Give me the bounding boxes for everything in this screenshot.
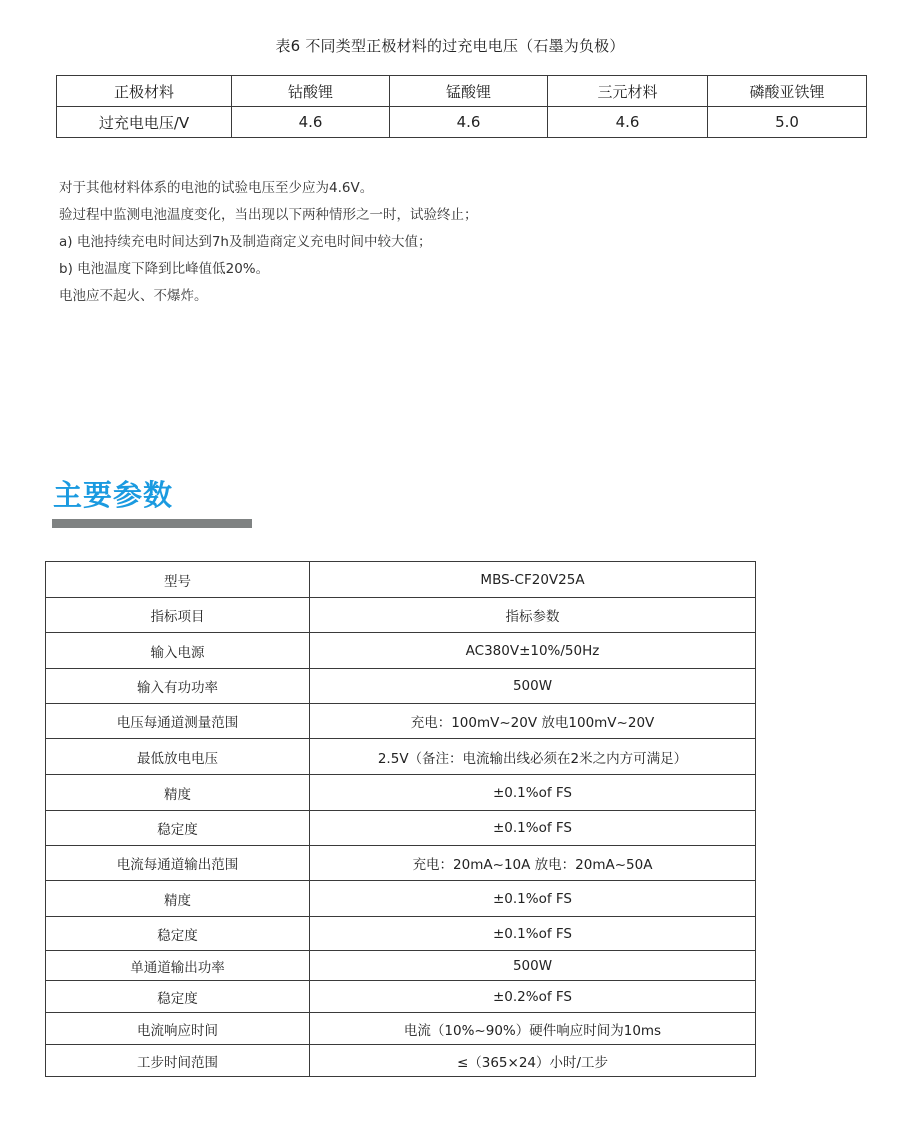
table6-caption: 表6 不同类型正极材料的过充电电压（石墨为负极）	[275, 37, 625, 55]
table-row	[46, 917, 756, 951]
paragraph: 对于其他材料体系的电池的试验电压至少应为4.6V。	[59, 180, 374, 196]
param-value: 2.5V（备注：电流输出线必须在2米之内方可满足）	[310, 739, 756, 775]
header-cell: 锰酸锂	[390, 76, 548, 107]
param-name: 指标项目	[46, 598, 310, 633]
overcharge-voltage-table	[56, 75, 867, 138]
paragraph: a) 电池持续充电时间达到7h及制造商定义充电时间中较大值；	[59, 234, 432, 250]
param-name: 稳定度	[46, 981, 310, 1013]
table-row	[46, 598, 756, 633]
table-row	[46, 739, 756, 775]
value-cell: 5.0	[708, 107, 867, 138]
table-row	[46, 633, 756, 669]
param-name: 精度	[46, 881, 310, 917]
row-label-cell: 过充电电压/V	[57, 107, 232, 138]
value-cell: 4.6	[232, 107, 390, 138]
param-value: ≤（365×24）小时/工步	[310, 1045, 756, 1077]
param-name: 单通道输出功率	[46, 951, 310, 981]
table-row	[46, 846, 756, 881]
param-name: 电流每通道输出范围	[46, 846, 310, 881]
param-name: 稳定度	[46, 917, 310, 951]
table-row	[46, 811, 756, 846]
table-row	[57, 107, 867, 138]
header-cell: 三元材料	[548, 76, 708, 107]
table-row	[46, 704, 756, 739]
param-value: ±0.1%of FS	[310, 917, 756, 951]
param-name: 电流响应时间	[46, 1013, 310, 1045]
paragraph: 电池应不起火、不爆炸。	[59, 288, 208, 304]
param-name: 输入电源	[46, 633, 310, 669]
section-title: 主要参数	[53, 478, 174, 512]
param-value: ±0.1%of FS	[310, 775, 756, 811]
param-name: 最低放电电压	[46, 739, 310, 775]
table-row	[46, 951, 756, 981]
table-row	[46, 1045, 756, 1077]
paragraph: 验过程中监测电池温度变化，当出现以下两种情形之一时，试验终止；	[59, 207, 478, 223]
section-underline-bar	[52, 519, 252, 528]
param-name: 型号	[46, 562, 310, 598]
paragraph: b) 电池温度下降到比峰值低20%。	[59, 261, 270, 277]
main-parameters-table	[45, 561, 756, 1077]
header-cell: 正极材料	[57, 76, 232, 107]
table-row	[46, 981, 756, 1013]
table-row	[46, 881, 756, 917]
param-value: MBS-CF20V25A	[310, 562, 756, 598]
param-value: 充电：100mV~20V 放电100mV~20V	[310, 704, 756, 739]
param-value: 500W	[310, 951, 756, 981]
value-cell: 4.6	[548, 107, 708, 138]
param-value: 充电：20mA~10A 放电：20mA~50A	[310, 846, 756, 881]
param-name: 精度	[46, 775, 310, 811]
param-name: 电压每通道测量范围	[46, 704, 310, 739]
header-cell: 磷酸亚铁锂	[708, 76, 867, 107]
table-row	[46, 1013, 756, 1045]
param-value: ±0.1%of FS	[310, 881, 756, 917]
table-row	[46, 669, 756, 704]
param-value: ±0.2%of FS	[310, 981, 756, 1013]
table-header-row	[57, 76, 867, 107]
value-cell: 4.6	[390, 107, 548, 138]
param-value: 指标参数	[310, 598, 756, 633]
table-row	[46, 562, 756, 598]
table-row	[46, 775, 756, 811]
param-name: 输入有功功率	[46, 669, 310, 704]
param-name: 工步时间范围	[46, 1045, 310, 1077]
param-value: ±0.1%of FS	[310, 811, 756, 846]
test-requirements-text	[59, 175, 478, 310]
param-value: AC380V±10%/50Hz	[310, 633, 756, 669]
header-cell: 钴酸锂	[232, 76, 390, 107]
param-name: 稳定度	[46, 811, 310, 846]
param-value: 500W	[310, 669, 756, 704]
param-value: 电流（10%~90%）硬件响应时间为10ms	[310, 1013, 756, 1045]
